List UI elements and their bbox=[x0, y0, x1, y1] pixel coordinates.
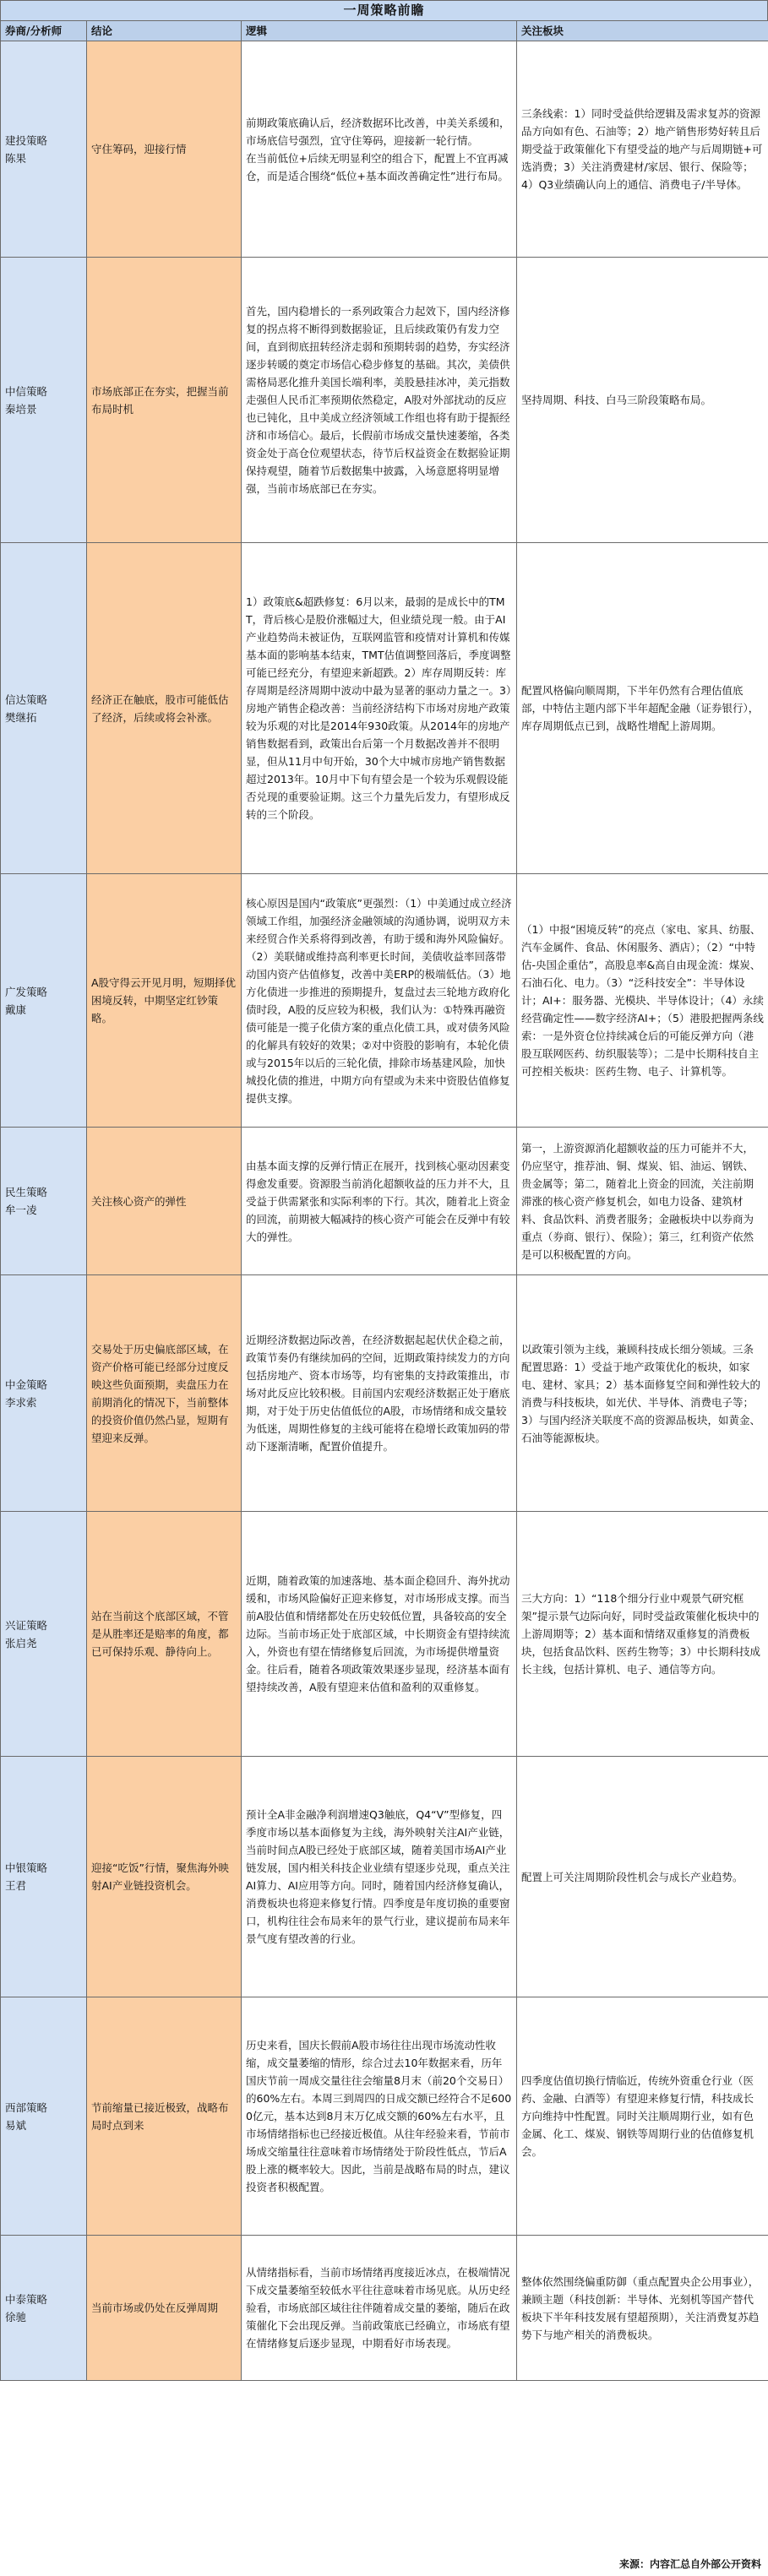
table-row bbox=[1, 258, 768, 543]
page-title: 一周策略前瞻 bbox=[0, 0, 768, 21]
broker-cell bbox=[1, 874, 87, 1128]
column-header-conclusion: 结论 bbox=[87, 21, 242, 41]
sectors-cell bbox=[517, 258, 768, 543]
conclusion-cell bbox=[87, 1275, 242, 1512]
table-row bbox=[1, 874, 768, 1128]
conclusion-cell bbox=[87, 1997, 242, 2236]
logic-text: 预计全A非金融净利润增速Q3触底，Q4“V”型修复，四季度市场以基本面修复为主线，海外映射关注AI产业链，当前时间点A股已经处于底部区域，随着美国市场AI产业链发展，国内相关科技企业业绩有望逐步兑现，重点关注AI算力、AI应用等方向。同时，随着国内经济修复确认，消费板块也将迎来修复行情。四季度是年度切换的重要窗口，机构往往会布局来年的景气行业，建议提前布局来年景气度有望改善的行业。 bbox=[246, 1808, 510, 1945]
sectors-text: 第一，上游资源消化超额收益的压力可能并不大，仍应坚守，推荐油、铜、煤炭、铝、油运、钢铁、贵金属等；第二，随着北上资金的回流，关注前期滞涨的核心资产修复机会，如电力设备、建筑材料、食品饮料、消费者服务；金融板块中以券商为重点（券商、银行）、保险）；第三，红利资产依然是可以积极配置的方向。 bbox=[521, 1141, 754, 1261]
broker-cell bbox=[1, 1275, 87, 1512]
logic-text: 近期经济数据边际改善，在经济数据起起伏伏企稳之前，政策节奏仍有继续加码的空间，近期政策持续发力的方向包括房地产、资本市场等，均有密集的支持政策推出，市场对此反应比较积极。目前国内宏观经济数据正处于磨底期，对于处于历史估值低位的A股，市场情绪和成交量较为低迷，周期性修复的主线可能将在稳增长政策加码的带动下逐渐清晰，配置价值提升。 bbox=[246, 1334, 510, 1453]
sectors-text: 配置风格偏向顺周期，下半年仍然有合理估值底部，中特估主题内部下半年超配金融（证券银行），库存周期低点已到，战略性增配上游周期。 bbox=[521, 684, 760, 732]
logic-cell bbox=[242, 1997, 517, 2236]
conclusion-text: 守住筹码，迎接行情 bbox=[91, 143, 187, 155]
broker-name: 广发策略 戴康 bbox=[5, 985, 48, 1016]
table-row bbox=[1, 1512, 768, 1757]
logic-cell bbox=[242, 2236, 517, 2381]
source-footer: 来源：内容汇总自外部公开资料 bbox=[618, 2558, 761, 2570]
sectors-text: 配置上可关注周期阶段性机会与成长产业趋势。 bbox=[521, 1870, 743, 1883]
column-header-sectors: 关注板块 bbox=[517, 21, 768, 41]
sectors-text: 整体依然围绕偏重防御（重点配置央企公用事业），兼顾主题（科技创新：半导体、光刻机等国产替代板块下半年科技发展有望超预期），关注消费复苏趋势下与地产相关的消费板块。 bbox=[521, 2274, 760, 2341]
broker-name: 中金策略 李求索 bbox=[5, 1378, 48, 1409]
conclusion-text: 迎接“吃饭”行情，聚焦海外映射AI产业链投资机会。 bbox=[91, 1861, 229, 1892]
broker-cell bbox=[1, 1757, 87, 1997]
broker-name: 中银策略 王君 bbox=[5, 1861, 48, 1892]
conclusion-text: 节前缩量已接近极致，战略布局时点到来 bbox=[91, 2100, 229, 2132]
broker-name: 信达策略 樊继拓 bbox=[5, 693, 48, 724]
logic-text: 从情绪指标看，当前市场情绪再度接近冰点，在极端情况下成交量萎缩至较低水平往往意味着市场见底。从历史经验看，市场底部区域往往伴随着成交量的萎缩，随后在政策催化下会出现反弹。当前政策底已经确立，市场底有望在情绪修复后逐步显现，中期看好市场表现。 bbox=[246, 2266, 510, 2350]
conclusion-text: 当前市场或仍处在反弹周期 bbox=[91, 2302, 219, 2314]
logic-cell bbox=[242, 1275, 517, 1512]
conclusion-text: 市场底部正在夯实，把握当前布局时机 bbox=[91, 384, 229, 416]
conclusion-text: 关注核心资产的弹性 bbox=[91, 1194, 187, 1208]
logic-cell bbox=[242, 41, 517, 258]
table-row bbox=[1, 1128, 768, 1275]
sectors-cell bbox=[517, 874, 768, 1128]
sectors-text: 三大方向：1）“118个细分行业中观景气研究框架”提示景气边际向好，同时受益政策催化板块中的上游周期等；2）基本面和情绪双重修复的消费板块，包括食品饮料、医药生物等；3）中长期科技成长主线，包括计算机、电子、通信等方向。 bbox=[521, 1592, 760, 1676]
table-row bbox=[1, 41, 768, 258]
broker-name: 民生策略 牟一凌 bbox=[5, 1186, 48, 1216]
conclusion-text: A股守得云开见月明，短期择优困境反转，中期坚定红钞策略。 bbox=[91, 976, 237, 1024]
broker-name: 兴证策略 张启尧 bbox=[5, 1618, 48, 1649]
conclusion-cell bbox=[87, 874, 242, 1128]
logic-text: 近期，随着政策的加速落地、基本面企稳回升、海外扰动缓和，市场风险偏好正迎来修复，对市场形成支撑。而当前A股估值和情绪都处在历史较低位置，具备较高的安全边际。当前市场正处于底部区域，中长期资金有望持续流入，外资也有望在情绪修复后回流，为市场提供增量资金。往后看，随着各项政策效果逐步显现，经济基本面有望持续改善，A股有望迎来估值和盈利的双重修复。 bbox=[246, 1574, 510, 1693]
conclusion-cell bbox=[87, 258, 242, 543]
broker-cell bbox=[1, 1128, 87, 1275]
sectors-text: 以政策引领为主线，兼顾科技成长细分领域。三条配置思路：1）受益于地产政策优化的板块，如家电、建材、家具；2）基本面修复空间和弹性较大的消费与科技板块，如光伏、半导体、消费电子等；3）与国内经济关联度不高的资源品板块，如黄金、石油等能源板块。 bbox=[521, 1342, 760, 1444]
sectors-cell bbox=[517, 1512, 768, 1757]
logic-cell bbox=[242, 1128, 517, 1275]
logic-text: 首先，国内稳增长的一系列政策合力起效下，国内经济修复的拐点将不断得到数据验证，且后续政策仍有发力空间，直到彻底扭转经济走弱和预期转弱的趋势，夯实经济逐步转暖的奠定市场信心稳步修复的基础。其次，美债供需格局恶化推升美国长端利率，美股悬挂冰冲，美元指数走强但人民币汇率预期依然稳定，A股对外部扰动的反应也已钝化，且中美成立经济领域工作组也将有助于提振经济和市场信心。最后，长假前市场成交量快速萎缩，各类资金处于高仓位观望状态，待节后权益资金在数据验证期保持观望，随着节后数据集中披露，入场意愿将明显增强，当前市场底部已在夯实。 bbox=[246, 305, 510, 495]
column-header-broker: 券商/分析师 bbox=[1, 21, 87, 41]
broker-cell bbox=[1, 1997, 87, 2236]
logic-cell bbox=[242, 1757, 517, 1997]
sectors-cell bbox=[517, 1275, 768, 1512]
sectors-text: （1）中报“困境反转”的亮点（家电、家具、纺服、汽车金属件、食品、休闲服务、酒店）；（2）“中特估-央国企重估”，高股息率&高自由现金流：煤炭、石油石化、电力。（3）“泛科技安全”：半导体设计；AI+：服务器、光模块、半导体设计；（4）永续经营确定性——数字经济AI+；（5）港股把握两条线索：一是外资仓位持续减仓后的可能反弹方向（港股互联网医药、纺织服装等）；二是中长期科技自主可控相关板块：医药生物、电子、计算机等。 bbox=[521, 923, 764, 1078]
broker-name: 西部策略 易斌 bbox=[5, 2100, 48, 2132]
column-header-logic: 逻辑 bbox=[242, 21, 517, 41]
logic-text: 前期政策底确认后，经济数据环比改善，中美关系缓和，市场底信号强烈，宜守住筹码，迎接新一轮行情。 在当前低位+后续无明显利空的组合下，配置上不宜再减仓，而是适合围绕“低位+基本面改善确定性”进行布局。 bbox=[246, 116, 510, 182]
sectors-cell bbox=[517, 543, 768, 874]
logic-cell bbox=[242, 874, 517, 1128]
broker-name: 建投策略 陈果 bbox=[5, 133, 48, 165]
sectors-cell bbox=[517, 2236, 768, 2381]
strategy-table bbox=[0, 20, 768, 2381]
sectors-cell bbox=[517, 1757, 768, 1997]
conclusion-text: 站在当前这个底部区域，不管是从胜率还是赔率的角度，都已可保持乐观、静待向上。 bbox=[91, 1610, 229, 1658]
conclusion-text: 交易处于历史偏底部区域，在资产价格可能已经部分过度反映这些负面预期，卖盘压力在前期消化的情况下，当前整体的投资价值仍然凸显，短期有望迎来反弹。 bbox=[91, 1342, 229, 1444]
broker-cell bbox=[1, 258, 87, 543]
conclusion-cell bbox=[87, 2236, 242, 2381]
logic-cell bbox=[242, 543, 517, 874]
logic-text: 1）政策底&超跌修复：6月以来，最弱的是成长中的TMT，背后核心是股价涨幅过大，但业绩兑现一般。由于AI产业趋势尚未被证伪，互联网监管和疫情对计算机和传媒基本面的影响基本结束，TMT估值调整回落后，季度调整可能已经充分，有望迎来新超跌。2）库存周期反转：库存周期是经济周期中波动中最为显著的驱动力量之一。3）房地产销售企稳改善：当前经济结构下市场对房地产政策较为乐观的对比是2014年930政策。从2014年的房地产销售数据看到，政策出台后第一个月数据改善并不很明显，但从11月中旬开始，30个大中城市房地产销售数据超过2013年。10月中下旬有望会是一个较为乐观假设能否兑现的重要验证期。这三个力量先后发力，有望形成反转的三个阶段。 bbox=[246, 595, 512, 821]
table-row bbox=[1, 2236, 768, 2381]
broker-cell bbox=[1, 41, 87, 258]
broker-cell bbox=[1, 1512, 87, 1757]
sectors-text: 四季度估值切换行情临近，传统外资重仓行业（医药、金融、白酒等）有望迎来修复行情，科技成长方向维持中性配置。同时关注顺周期行业，如有色金属、化工、煤炭、钢铁等周期行业的估值修复机会。 bbox=[521, 2074, 754, 2158]
logic-text: 历史来看，国庆长假前A股市场往往出现市场流动性收缩，成交量萎缩的情形，综合过去10年数据来看，历年国庆节前一周成交量往往会缩量8月末（前20个交易日）的60%左右。本周三到周四的日成交额已经符合不足6000亿元，基本达到8月末万亿成交额的60%左右水平，且市场情绪指标也已经接近极值。从往年经验来看，节前市场成交缩量往往意味着市场情绪处于阶段性低点，节后A股上涨的概率较大。因此，当前是战略布局的时点，建议投资者积极配置。 bbox=[246, 2039, 512, 2193]
conclusion-text: 经济正在触底，股市可能低估了经济，后续或将会补涨。 bbox=[91, 693, 229, 724]
sectors-cell bbox=[517, 1997, 768, 2236]
logic-text: 核心原因是国内“政策底”更强烈：（1）中美通过成立经济领域工作组，加强经济金融领域的沟通协调，说明双方未来经贸合作关系将得到改善，有助于缓和海外风险偏好。（2）美联储或维持高利率更长时间，美债收益率回落带动国内资产估值修复，改善中美ERP的极端低估。（3）地方化债进一步推进的预期提升，复盘过去三轮地方政府化债时段，A股的反应较为积极，我们认为：①特殊再融资债可能是一揽子化债方案的重点化债工具，或对债务风险的化解具有较好的效果；②对中资股的影响有，本轮化债或与2015年以后的三轮化债，排除市场基建风险，加快城投化债的推进，中期方向有望或为未来中资股估值修复提供支撑。 bbox=[246, 896, 512, 1105]
conclusion-cell bbox=[87, 41, 242, 258]
table-row bbox=[1, 1275, 768, 1512]
sectors-text: 三条线索：1）同时受益供给逻辑及需求复苏的资源品方向如有色、石油等；2）地产销售形势好转且后期受益于政策催化下有望受益的地产与后周期链+可选消费；3）关注消费建材/家居、银行、保险等；4）Q3业绩确认向上的通信、消费电子/半导体。 bbox=[521, 107, 763, 191]
table-row bbox=[1, 1757, 768, 1997]
conclusion-cell bbox=[87, 1128, 242, 1275]
table-header-row bbox=[1, 21, 768, 41]
broker-cell bbox=[1, 2236, 87, 2381]
sectors-text: 坚持周期、科技、白马三阶段策略布局。 bbox=[521, 394, 712, 406]
conclusion-cell bbox=[87, 1512, 242, 1757]
broker-name: 中信策略 秦培景 bbox=[5, 384, 48, 416]
table-row bbox=[1, 543, 768, 874]
logic-text: 由基本面支撑的反弹行情正在展开，找到核心驱动因素变得愈发重要。资源股当前消化超额收益的压力并不大，且受益于供需紧张和实际利率的下行。其次，随着北上资金的回流，前期被大幅减持的核心资产可能会在反弹中有较大的弹性。 bbox=[246, 1159, 510, 1243]
sectors-cell bbox=[517, 1128, 768, 1275]
conclusion-cell bbox=[87, 543, 242, 874]
logic-cell bbox=[242, 258, 517, 543]
logic-cell bbox=[242, 1512, 517, 1757]
broker-cell bbox=[1, 543, 87, 874]
broker-name: 中泰策略 徐驰 bbox=[5, 2292, 48, 2323]
sectors-cell bbox=[517, 41, 768, 258]
conclusion-cell bbox=[87, 1757, 242, 1997]
table-row bbox=[1, 1997, 768, 2236]
